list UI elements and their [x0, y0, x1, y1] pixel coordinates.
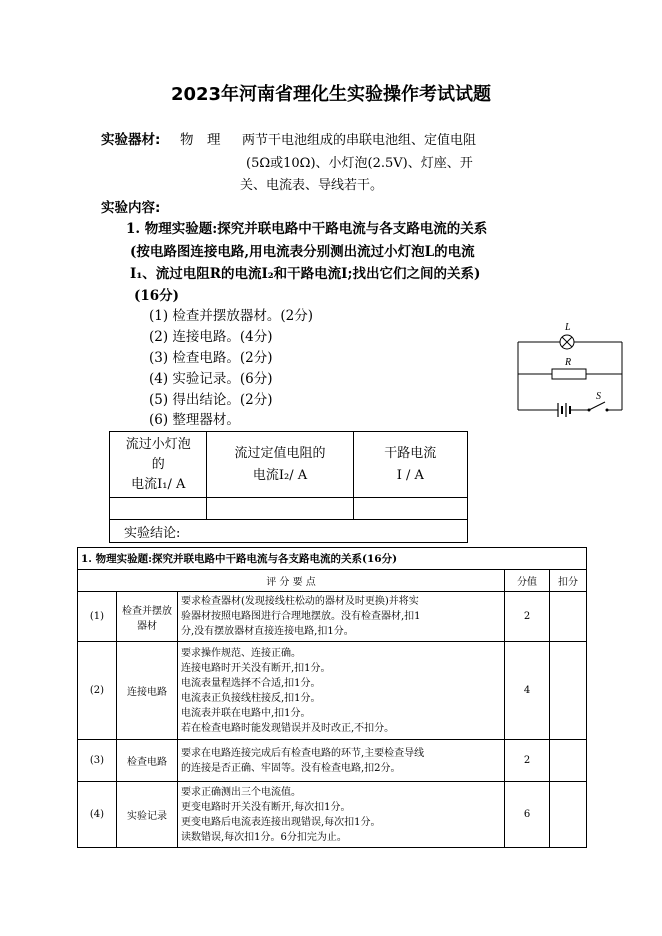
row-score: 4 — [505, 642, 550, 740]
row-deduct[interactable] — [550, 642, 587, 740]
row-criteria: 要求检查器材(发现接线柱松动的器材及时更换)并将实 验器材按照电路图进行合理地摆放。没有检查器材,扣1 分,没有摆放器材直接连接电路,扣1分。 — [178, 592, 505, 642]
cell-resistor-current[interactable] — [207, 498, 353, 520]
equipment-line-1: 两节干电池组成的串联电池组、定值电阻 — [242, 133, 477, 148]
criteria-header-score: 分值 — [505, 570, 550, 592]
equipment-line-2: (5Ω或10Ω)、小灯泡(2.5V)、灯座、开 — [246, 156, 473, 171]
step-1: (1) 检查并摆放器材。(2分) — [149, 308, 314, 324]
cell-main-current[interactable] — [353, 498, 467, 520]
header-main-current: 干路电流 I / A — [353, 432, 467, 498]
row-deduct[interactable] — [550, 592, 587, 642]
task-line-4: (16分) — [134, 288, 180, 304]
step-5: (5) 得出结论。(2分) — [149, 392, 273, 408]
row-number: (3) — [78, 740, 117, 782]
row-score: 2 — [505, 592, 550, 642]
task-line-1: 1. 物理实验题:探究并联电路中干路电流与各支路电流的关系 — [126, 221, 488, 237]
resistor-icon — [552, 369, 586, 379]
row-item: 连接电路 — [117, 642, 178, 740]
subject-label: 物 理 — [180, 132, 221, 148]
circuit-diagram — [512, 318, 630, 418]
row-deduct[interactable] — [550, 782, 587, 848]
record-table — [109, 431, 468, 543]
battery-icon — [558, 403, 570, 417]
row-criteria: 要求正确测出三个电流值。 更变电路时开关没有断开,每次扣1分。 更变电路后电流表连接出现错误,每次扣1分。 读数错误,每次扣1分。6分扣完为止。 — [178, 782, 505, 848]
criteria-row-3 — [78, 740, 587, 782]
row-score: 6 — [505, 782, 550, 848]
row-number: (1) — [78, 592, 117, 642]
step-4: (4) 实验记录。(6分) — [149, 371, 273, 387]
row-number: (2) — [78, 642, 117, 740]
switch-label: S — [596, 391, 601, 402]
header-lamp-current: 流过小灯泡 的 电流I₁/ A — [110, 432, 207, 498]
lamp-label: L — [565, 322, 571, 333]
cell-lamp-current[interactable] — [110, 498, 207, 520]
row-criteria: 要求操作规范、连接正确。 连接电路时开关没有断开,扣1分。 电流表量程选择不合适,扣1分。 电流表正负接线柱接反,扣1分。 电流表并联在电路中,扣1分。 若在检查电路时能发现错误并及时改正,不扣分。 — [178, 642, 505, 740]
criteria-row-2 — [78, 642, 587, 740]
criteria-row-4 — [78, 782, 587, 848]
task-line-2: (按电路图连接电路,用电流表分别测出流过小灯泡L的电流 — [130, 244, 475, 260]
resistor-label: R — [565, 357, 572, 368]
equipment-line-3: 关、电流表、导线若干。 — [240, 178, 384, 193]
lamp-icon — [560, 335, 574, 349]
equipment-label: 实验器材: — [101, 132, 161, 148]
header-resistor-current: 流过定值电阻的 电流I₂/ A — [207, 432, 353, 498]
step-3: (3) 检查电路。(2分) — [149, 350, 273, 366]
row-item: 检查电路 — [117, 740, 178, 782]
conclusion-label: 实验结论: — [124, 525, 181, 541]
task-line-3: I₁、流过电阻R的电流I₂和干路电流I;找出它们之间的关系) — [130, 266, 481, 282]
row-score: 2 — [505, 740, 550, 782]
step-6: (6) 整理器材。 — [149, 412, 240, 428]
row-item: 检查并摆放器材 — [117, 592, 178, 642]
row-number: (4) — [78, 782, 117, 848]
criteria-row-1 — [78, 592, 587, 642]
conclusion-cell[interactable] — [110, 520, 468, 543]
criteria-header-deduct: 扣分 — [550, 570, 587, 592]
row-item: 实验记录 — [117, 782, 178, 848]
page-title: 2023年河南省理化生实验操作考试试题 — [170, 84, 492, 105]
criteria-header-points: 评 分 要 点 — [78, 570, 505, 592]
criteria-table — [77, 547, 587, 848]
content-label: 实验内容: — [101, 200, 161, 216]
criteria-title: 1. 物理实验题:探究并联电路中干路电流与各支路电流的关系(16分) — [78, 548, 587, 570]
switch-icon — [588, 402, 609, 412]
row-deduct[interactable] — [550, 740, 587, 782]
row-criteria: 要求在电路连接完成后有检查电路的环节,主要检查导线 的连接是否正确、牢固等。没有检查电路,扣2分。 — [178, 740, 505, 782]
step-2: (2) 连接电路。(4分) — [149, 329, 273, 345]
